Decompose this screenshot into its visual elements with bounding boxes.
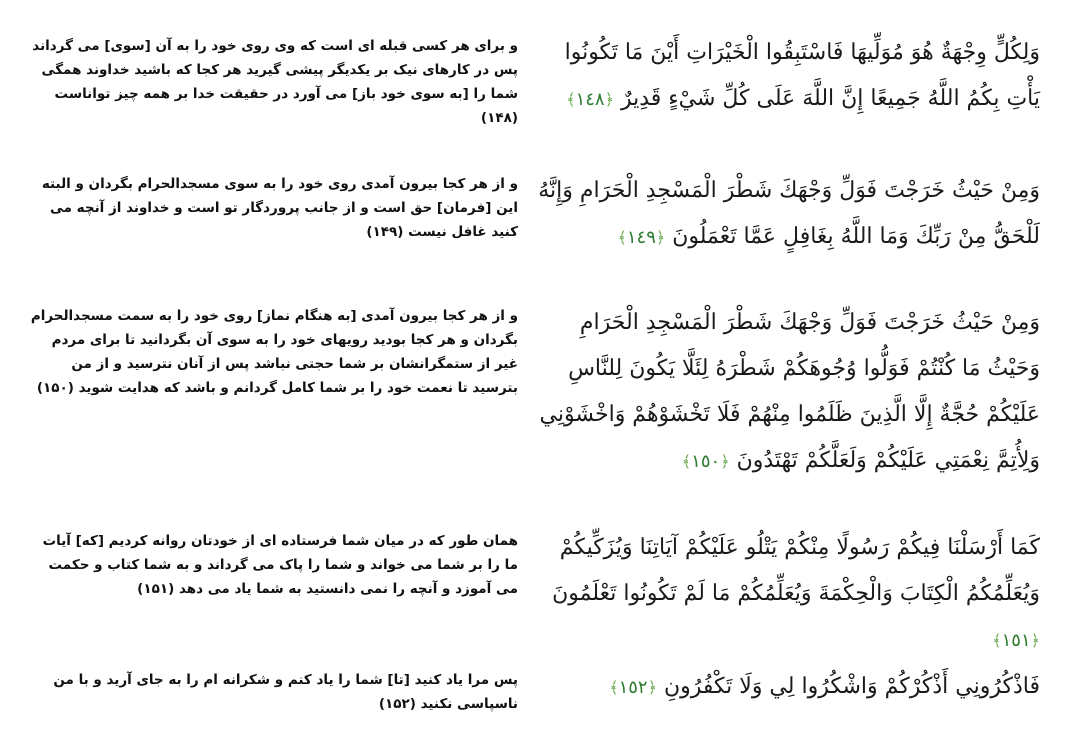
verse-number-marker: [609, 677, 657, 698]
verse-number: ١٥١: [1001, 630, 1031, 651]
verse-number: ١٥٠: [691, 451, 721, 472]
verse-ornament-icon: ﴿: [647, 678, 657, 697]
verse-ornament-icon: ﴿: [720, 452, 730, 471]
verse-translation: همان طور که در میان شما فرستاده ای از خودتان روانه کردیم [که] آیات ما را بر شما می خواند و شما را پاک می گرداند و به شما کتاب و حکمت می آموزد و آنچه را نمی دانستید به شما یاد می دهد (۱۵۱): [42, 533, 518, 597]
verse-arabic-body: فَاذْكُرُونِي أَذْكُرْكُمْ وَاشْكُرُوا لِي وَلَا تَكْفُرُونِ: [663, 674, 1040, 699]
verse-number: ١٥٢: [618, 677, 648, 698]
verse-ornament-icon: ﴾: [617, 228, 627, 247]
verse-number: ١٤٨: [575, 89, 605, 110]
verse-arabic-text: [535, 664, 1040, 711]
verse-ornament-icon: ﴾: [681, 452, 692, 471]
verse-arabic-body: وَمِنْ حَيْثُ خَرَجْتَ فَوَلِّ وَجْهَكَ شَطْرَ الْمَسْجِدِ الْحَرَامِ وَإِنَّهُ لَلْحَقُّ مِنْ رَبِّكَ وَمَا اللَّهُ بِغَافِلٍ عَمَّا تَعْمَلُونَ: [538, 178, 1040, 249]
verse-translation: و از هر کجا بیرون آمدی روی خود را به سوی مسجدالحرام بگردان و البته این [فرمان] حق است و از جانب پروردگار تو است و خداوند از آنچه می کنید غافل نیست (۱۴۹): [41, 176, 518, 240]
verse-number-marker: [617, 227, 665, 248]
verse-ornament-icon: ﴿: [1030, 631, 1040, 650]
verse-ornament-icon: ﴾: [609, 678, 619, 697]
verse-arabic-text: [535, 525, 1040, 664]
verse-arabic-body: وَمِنْ حَيْثُ خَرَجْتَ فَوَلِّ وَجْهَكَ شَطْرَ الْمَسْجِدِ الْحَرَامِ وَحَيْثُ مَا كُنْتُمْ فَوَلُّوا وُجُوهَكُمْ شَطْرَهُ لِئَلَّا يَكُونَ لِلنَّاسِ عَلَيْكُمْ حُجَّةٌ إِلَّا الَّذِينَ ظَلَمُوا مِنْهُمْ فَلَا تَخْشَوْهُمْ وَاخْشَوْنِي وَلِأُتِمَّ نِعْمَتِي عَلَيْكُمْ وَلَعَلَّكُمْ تَهْتَدُونَ: [539, 310, 1040, 473]
verse-ornament-icon: ﴾: [566, 90, 576, 109]
verse-translation: و برای هر کسی قبله ای است که وی روی خود را به آن [سوی] می گرداند پس در کارهای نیک بر یکدیگر پیشی گیرید هر کجا که باشید خداوند همگی شما را [به سوی خود باز] می آورد در حقیقت خدا بر همه چیز تواناست (۱۴۸): [32, 38, 518, 126]
verse-number-marker: [682, 451, 730, 472]
verse-arabic-text: [535, 300, 1040, 485]
verse-ornament-icon: ﴿: [655, 228, 666, 247]
verse-ornament-icon: ﴾: [992, 631, 1002, 650]
verse-number-marker: [566, 89, 614, 110]
verse-arabic-body: وَلِكُلٍّ وِجْهَةٌ هُوَ مُوَلِّيهَا فَاسْتَبِقُوا الْخَيْرَاتِ أَيْنَ مَا تَكُونُوا يَأْتِ بِكُمُ اللَّهُ جَمِيعًا إِنَّ اللَّهَ عَلَى كُلِّ شَيْءٍ قَدِيرٌ: [564, 40, 1040, 111]
verse-translation: پس مرا یاد کنید [تا] شما را یاد کنم و شکرانه ام را به جای آرید و با من ناسپاسی نکنید (۱۵۲): [53, 672, 518, 712]
verse-number-marker: [992, 630, 1040, 651]
verse-arabic-text: [535, 168, 1040, 261]
verse-number: ١٤٩: [626, 227, 656, 248]
verse-arabic-text: [535, 30, 1040, 123]
verse-arabic-body: كَمَا أَرْسَلْنَا فِيكُمْ رَسُولًا مِنْكُمْ يَتْلُو عَلَيْكُمْ آيَاتِنَا وَيُزَكِّيكُمْ وَيُعَلِّمُكُمُ الْكِتَابَ وَالْحِكْمَةَ وَيُعَلِّمُكُمْ مَا لَمْ تَكُونُوا تَعْلَمُونَ: [552, 535, 1040, 606]
verse-translation: و از هر کجا بیرون آمدی [به هنگام نماز] روی خود را به سمت مسجدالحرام بگردان و هر کجا بودید رویهای خود را به سوی آن بگردانید تا برای مردم غیر از ستمگرانشان بر شما حجتی نباشد پس از آنان نترسید و از من بترسید تا نعمت خود را بر شما کامل گردانم و باشد که هدایت شوید (۱۵۰): [30, 308, 518, 396]
verse-ornament-icon: ﴿: [604, 90, 614, 109]
